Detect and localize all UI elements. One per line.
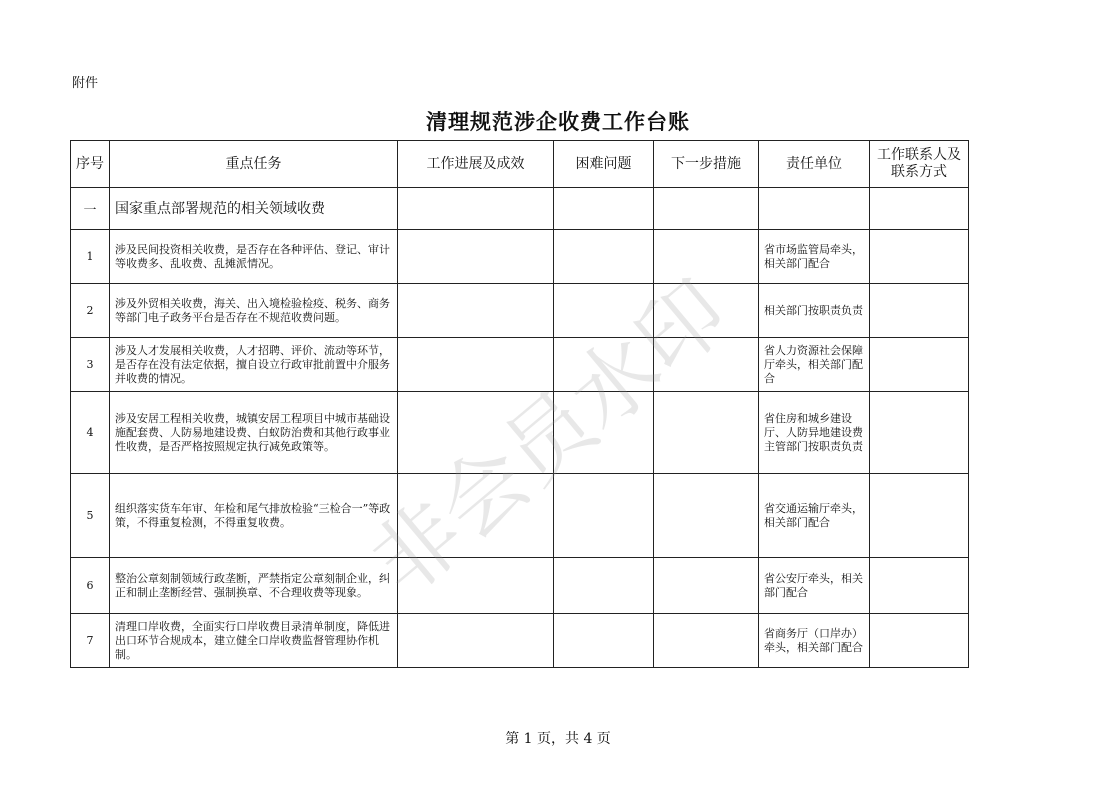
table-row: [71, 284, 969, 338]
table-row: [71, 474, 969, 558]
header-task: 重点任务: [110, 141, 398, 188]
section-row: [71, 188, 969, 230]
table-row: [71, 338, 969, 392]
next-steps-cell[interactable]: [654, 474, 759, 558]
contact-cell[interactable]: [870, 614, 969, 668]
row-unit: 省商务厅（口岸办）牵头，相关部门配合: [759, 614, 870, 668]
progress-cell[interactable]: [398, 338, 554, 392]
difficulty-cell[interactable]: [554, 338, 654, 392]
next-steps-cell[interactable]: [654, 230, 759, 284]
row-no: 5: [71, 474, 110, 558]
progress-cell[interactable]: [398, 392, 554, 474]
row-no: 4: [71, 392, 110, 474]
row-unit: 相关部门按职责负责: [759, 284, 870, 338]
table-row: [71, 230, 969, 284]
row-no: 3: [71, 338, 110, 392]
section-title: 国家重点部署规范的相关领域收费: [110, 188, 398, 230]
row-no: 6: [71, 558, 110, 614]
row-unit: 省交通运输厅牵头，相关部门配合: [759, 474, 870, 558]
row-task: 涉及外贸相关收费，海关、出入境检验检疫、税务、商务等部门电子政务平台是否存在不规范收费问题。: [110, 284, 398, 338]
next-steps-cell[interactable]: [654, 338, 759, 392]
progress-cell[interactable]: [398, 614, 554, 668]
progress-cell[interactable]: [398, 558, 554, 614]
row-unit: 省市场监管局牵头，相关部门配合: [759, 230, 870, 284]
row-unit: 省人力资源社会保障厅牵头，相关部门配合: [759, 338, 870, 392]
header-contact: 工作联系人及联系方式: [870, 141, 969, 188]
progress-cell[interactable]: [398, 474, 554, 558]
ledger-table: [70, 140, 969, 668]
row-task: 涉及民间投资相关收费，是否存在各种评估、登记、审计等收费多、乱收费、乱摊派情况。: [110, 230, 398, 284]
header-difficulty: 困难问题: [554, 141, 654, 188]
difficulty-cell[interactable]: [554, 284, 654, 338]
unit-cell[interactable]: [759, 188, 870, 230]
next-steps-cell[interactable]: [654, 558, 759, 614]
progress-cell[interactable]: [398, 284, 554, 338]
row-task: 清理口岸收费，全面实行口岸收费目录清单制度，降低进出口环节合规成本，建立健全口岸收费监督管理协作机制。: [110, 614, 398, 668]
next-steps-cell[interactable]: [654, 284, 759, 338]
next-steps-cell[interactable]: [654, 188, 759, 230]
table-row: [71, 392, 969, 474]
contact-cell[interactable]: [870, 230, 969, 284]
section-no: 一: [71, 188, 110, 230]
table-row: [71, 614, 969, 668]
row-task: 整治公章刻制领域行政垄断，严禁指定公章刻制企业，纠正和制止垄断经营、强制换章、不合理收费等现象。: [110, 558, 398, 614]
contact-cell[interactable]: [870, 338, 969, 392]
header-no: 序号: [71, 141, 110, 188]
contact-cell[interactable]: [870, 558, 969, 614]
page-footer: 第 1 页，共 4 页: [505, 731, 611, 747]
attachment-label: 附件: [72, 76, 99, 91]
header-progress: 工作进展及成效: [398, 141, 554, 188]
row-unit: 省住房和城乡建设厅、人防异地建设费主管部门按职责负责: [759, 392, 870, 474]
header-row: [71, 141, 969, 188]
row-no: 7: [71, 614, 110, 668]
row-no: 1: [71, 230, 110, 284]
difficulty-cell[interactable]: [554, 392, 654, 474]
progress-cell[interactable]: [398, 188, 554, 230]
watermark: 非会员水印: [353, 261, 747, 615]
header-unit: 责任单位: [759, 141, 870, 188]
header-next-steps: 下一步措施: [654, 141, 759, 188]
progress-cell[interactable]: [398, 230, 554, 284]
difficulty-cell[interactable]: [554, 614, 654, 668]
row-task: 涉及安居工程相关收费，城镇安居工程项目中城市基础设施配套费、人防易地建设费、白蚁防治费和其他行政事业性收费，是否严格按照规定执行减免政策等。: [110, 392, 398, 474]
table-row: [71, 558, 969, 614]
row-task: 组织落实货车年审、年检和尾气排放检验“三检合一”等政策，不得重复检测，不得重复收费。: [110, 474, 398, 558]
row-no: 2: [71, 284, 110, 338]
difficulty-cell[interactable]: [554, 558, 654, 614]
contact-cell[interactable]: [870, 474, 969, 558]
contact-cell[interactable]: [870, 188, 969, 230]
next-steps-cell[interactable]: [654, 614, 759, 668]
contact-cell[interactable]: [870, 392, 969, 474]
document-title: 清理规范涉企收费工作台账: [426, 109, 690, 134]
difficulty-cell[interactable]: [554, 188, 654, 230]
row-unit: 省公安厅牵头，相关部门配合: [759, 558, 870, 614]
difficulty-cell[interactable]: [554, 474, 654, 558]
row-task: 涉及人才发展相关收费，人才招聘、评价、流动等环节，是否存在没有法定依据，擅自设立行政审批前置中介服务并收费的情况。: [110, 338, 398, 392]
contact-cell[interactable]: [870, 284, 969, 338]
difficulty-cell[interactable]: [554, 230, 654, 284]
next-steps-cell[interactable]: [654, 392, 759, 474]
